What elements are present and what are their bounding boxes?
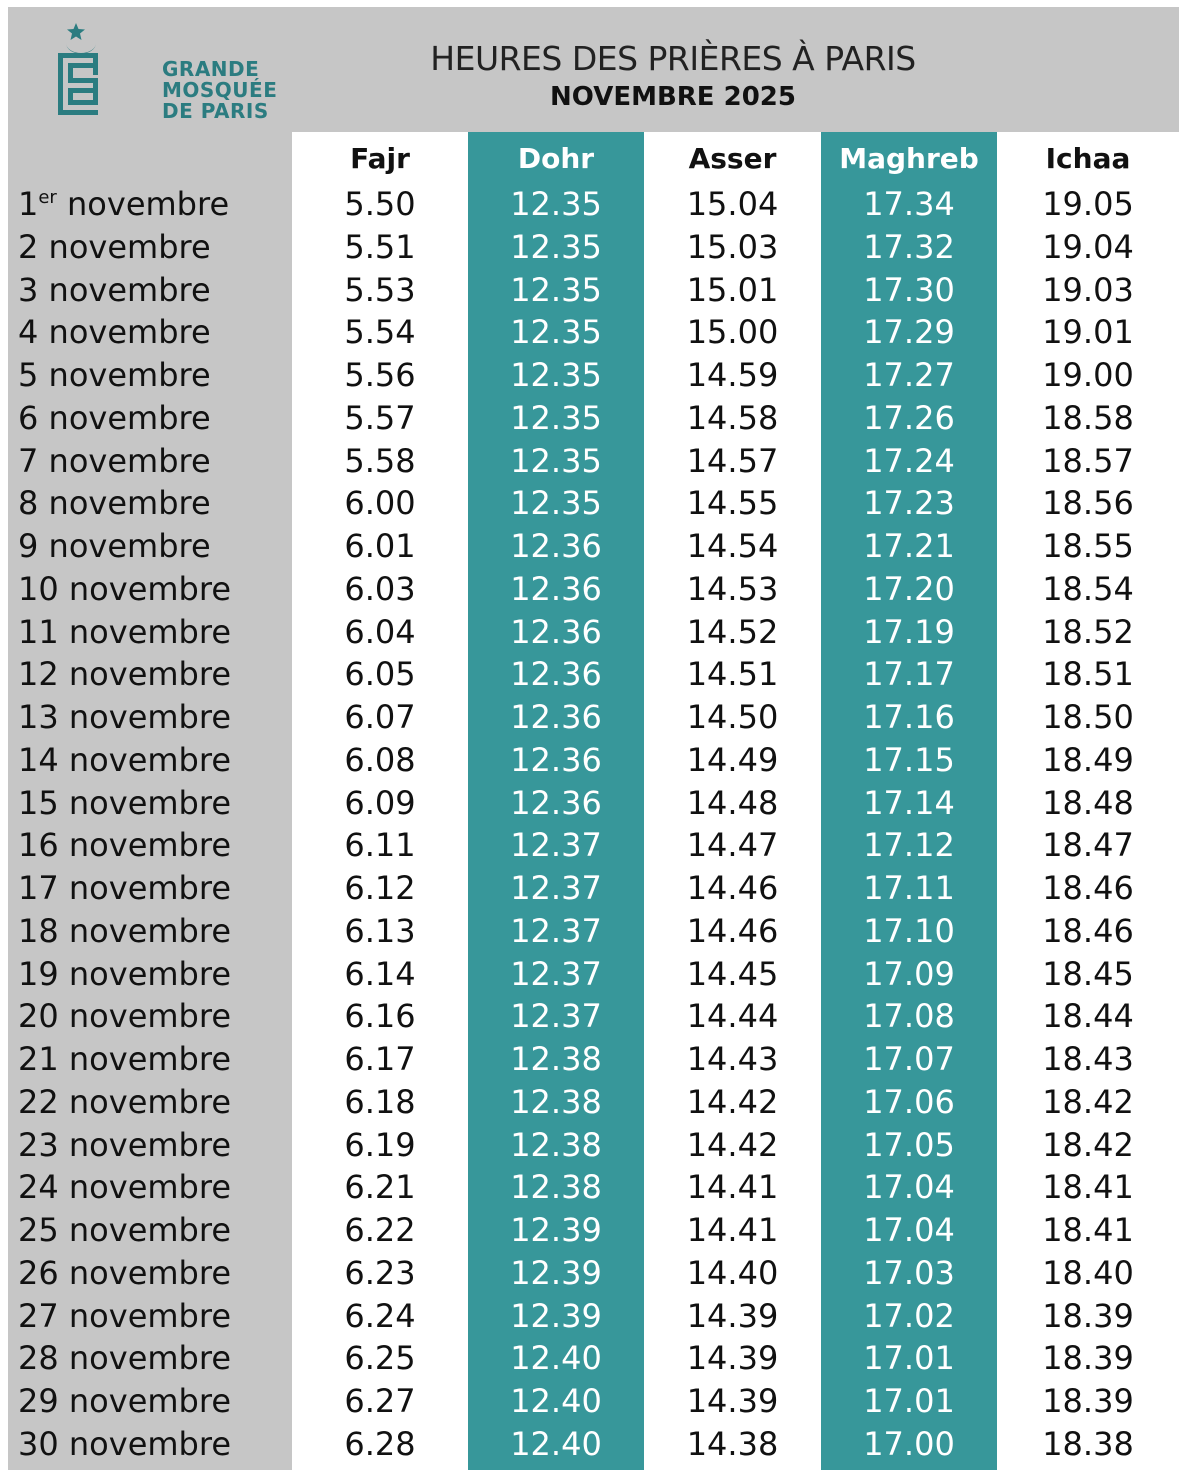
month-label: novembre <box>38 227 211 266</box>
dohr-time: 12.35 <box>510 270 602 309</box>
table-row <box>8 1124 1179 1167</box>
day-number: 9 <box>18 527 39 565</box>
ichaa-time: 18.40 <box>1042 1253 1134 1292</box>
asser-time: 14.39 <box>686 1382 779 1420</box>
month-label: novembre <box>58 1168 231 1207</box>
ichaa-time: 18.39 <box>1042 1382 1134 1420</box>
dohr-time: 12.38 <box>510 1168 602 1207</box>
day-number: 18 <box>18 911 59 950</box>
day-number: 14 <box>18 740 59 779</box>
dohr-time: 12.35 <box>510 185 602 223</box>
ichaa-time: 19.00 <box>1042 356 1134 394</box>
fajr-time: 6.27 <box>344 1382 416 1420</box>
asser-time: 14.42 <box>686 1082 779 1121</box>
table-row <box>8 739 1179 782</box>
day-number: 21 <box>18 1040 59 1078</box>
month-label: novembre <box>58 826 231 865</box>
table-row <box>8 1423 1179 1466</box>
date-label <box>18 782 231 825</box>
dohr-time: 12.37 <box>510 954 602 993</box>
month-label: novembre <box>58 911 231 950</box>
maghreb-time: 17.05 <box>863 1125 955 1164</box>
logo-line-3: DE PARIS <box>162 99 269 123</box>
prayer-times-sheet <box>8 7 1179 1470</box>
maghreb-time: 17.26 <box>863 398 955 437</box>
dohr-time: 12.36 <box>510 569 602 608</box>
asser-time: 14.42 <box>686 1125 779 1164</box>
maghreb-time: 17.06 <box>863 1082 955 1121</box>
fajr-time: 5.50 <box>344 185 416 223</box>
ichaa-time: 18.52 <box>1042 612 1134 651</box>
fajr-time: 6.18 <box>344 1082 416 1121</box>
fajr-time: 6.28 <box>344 1424 416 1463</box>
month-label: novembre <box>58 1082 231 1121</box>
dohr-time: 12.37 <box>510 826 602 865</box>
maghreb-time: 17.16 <box>863 698 955 736</box>
table-row <box>8 953 1179 996</box>
fajr-time: 6.16 <box>344 997 416 1036</box>
month-label: novembre <box>38 270 211 309</box>
table-row <box>8 1337 1179 1380</box>
day-number: 8 <box>18 484 39 523</box>
dohr-time: 12.37 <box>510 869 602 907</box>
date-label <box>18 995 231 1038</box>
maghreb-time: 17.11 <box>863 869 955 907</box>
table-row <box>8 1038 1179 1081</box>
ichaa-time: 18.39 <box>1042 1339 1134 1378</box>
month-label: novembre <box>58 1125 231 1164</box>
asser-time: 14.50 <box>686 698 779 736</box>
day-number: 19 <box>18 954 59 993</box>
fajr-time: 5.53 <box>344 270 416 309</box>
day-number: 25 <box>18 1211 59 1249</box>
asser-time: 14.53 <box>686 569 779 608</box>
asser-time: 14.41 <box>686 1211 779 1249</box>
ichaa-time: 18.39 <box>1042 1296 1134 1335</box>
table-row <box>8 1166 1179 1209</box>
date-label <box>18 739 231 782</box>
ichaa-time: 18.46 <box>1042 869 1134 907</box>
ichaa-time: 18.42 <box>1042 1082 1134 1121</box>
dohr-time: 12.35 <box>510 313 602 352</box>
maghreb-time: 17.14 <box>863 783 955 822</box>
maghreb-time: 17.08 <box>863 997 955 1036</box>
month-label: novembre <box>38 527 211 565</box>
table-row <box>8 910 1179 953</box>
table-row <box>8 867 1179 910</box>
date-label <box>18 311 211 354</box>
month-label: novembre <box>58 954 231 993</box>
date-label <box>18 1252 231 1295</box>
fajr-time: 6.04 <box>344 612 416 651</box>
dohr-time: 12.36 <box>510 655 602 694</box>
ichaa-time: 18.50 <box>1042 698 1134 736</box>
maghreb-time: 17.01 <box>863 1339 955 1378</box>
column-header-fajr: Fajr <box>350 142 410 175</box>
maghreb-time: 17.27 <box>863 356 955 394</box>
table-row <box>8 482 1179 525</box>
day-number: 22 <box>18 1082 59 1121</box>
asser-time: 15.03 <box>686 227 779 266</box>
fajr-time: 5.58 <box>344 441 416 480</box>
maghreb-time: 17.23 <box>863 484 955 523</box>
logo-wordmark <box>162 59 277 122</box>
asser-time: 14.45 <box>686 954 779 993</box>
fajr-time: 5.51 <box>344 227 416 266</box>
asser-time: 15.01 <box>686 270 779 309</box>
fajr-time: 6.23 <box>344 1253 416 1292</box>
asser-time: 14.41 <box>686 1168 779 1207</box>
asser-time: 14.58 <box>686 398 779 437</box>
fajr-time: 5.56 <box>344 356 416 394</box>
fajr-time: 6.07 <box>344 698 416 736</box>
fajr-time: 6.05 <box>344 655 416 694</box>
day-number: 30 <box>18 1424 59 1463</box>
month-label: novembre <box>58 612 231 651</box>
table-row <box>8 1081 1179 1124</box>
month-label: novembre <box>58 1253 231 1292</box>
month-label: novembre <box>58 740 231 779</box>
table-row <box>8 269 1179 312</box>
ichaa-time: 18.49 <box>1042 740 1134 779</box>
asser-time: 14.57 <box>686 441 779 480</box>
date-label <box>18 1295 231 1338</box>
day-number: 28 <box>18 1339 59 1378</box>
fajr-time: 6.09 <box>344 783 416 822</box>
date-label <box>18 653 231 696</box>
day-number: 6 <box>18 398 39 437</box>
dohr-time: 12.36 <box>510 612 602 651</box>
asser-time: 14.38 <box>686 1424 779 1463</box>
ordinal-suffix: er <box>38 187 57 208</box>
maghreb-time: 17.03 <box>863 1253 955 1292</box>
fajr-time: 6.19 <box>344 1125 416 1164</box>
page-title: HEURES DES PRIÈRES À PARIS <box>430 39 916 78</box>
ichaa-time: 19.01 <box>1042 313 1134 352</box>
ichaa-time: 18.42 <box>1042 1125 1134 1164</box>
table-row <box>8 183 1179 226</box>
dohr-time: 12.35 <box>510 398 602 437</box>
month-label: novembre <box>38 356 211 394</box>
fajr-time: 6.21 <box>344 1168 416 1207</box>
dohr-time: 12.35 <box>510 356 602 394</box>
asser-time: 14.49 <box>686 740 779 779</box>
maghreb-time: 17.02 <box>863 1296 955 1335</box>
maghreb-time: 17.19 <box>863 612 955 651</box>
maghreb-time: 17.04 <box>863 1211 955 1249</box>
asser-time: 14.40 <box>686 1253 779 1292</box>
month-label: novembre <box>58 1296 231 1335</box>
fajr-time: 6.08 <box>344 740 416 779</box>
maghreb-time: 17.30 <box>863 270 955 309</box>
dohr-time: 12.40 <box>510 1382 602 1420</box>
maghreb-time: 17.15 <box>863 740 955 779</box>
day-number: 10 <box>18 569 59 608</box>
dohr-time: 12.40 <box>510 1339 602 1378</box>
table-row <box>8 354 1179 397</box>
asser-time: 14.54 <box>686 527 779 565</box>
asser-time: 14.39 <box>686 1339 779 1378</box>
date-label <box>18 354 211 397</box>
dohr-time: 12.36 <box>510 783 602 822</box>
date-label <box>18 1124 231 1167</box>
asser-time: 15.00 <box>686 313 779 352</box>
dohr-time: 12.35 <box>510 227 602 266</box>
table-row <box>8 1295 1179 1338</box>
maghreb-time: 17.34 <box>863 185 955 223</box>
ichaa-time: 18.57 <box>1042 441 1134 480</box>
day-number: 12 <box>18 655 59 694</box>
month-label: novembre <box>58 1040 231 1078</box>
table-row <box>8 1209 1179 1252</box>
maghreb-time: 17.20 <box>863 569 955 608</box>
date-label <box>18 226 211 269</box>
logo-line-1: GRANDE <box>162 57 260 81</box>
ichaa-time: 18.45 <box>1042 954 1134 993</box>
asser-time: 14.39 <box>686 1296 779 1335</box>
fajr-time: 6.24 <box>344 1296 416 1335</box>
date-label <box>18 1038 231 1081</box>
dohr-time: 12.39 <box>510 1296 602 1335</box>
date-label <box>18 269 211 312</box>
dohr-time: 12.40 <box>510 1424 602 1463</box>
day-number: 17 <box>18 869 59 907</box>
fajr-time: 6.11 <box>344 826 416 865</box>
day-number: 29 <box>18 1382 59 1420</box>
asser-time: 14.46 <box>686 869 779 907</box>
table-row <box>8 782 1179 825</box>
ichaa-time: 18.41 <box>1042 1168 1134 1207</box>
table-row <box>8 525 1179 568</box>
month-label: novembre <box>38 313 211 352</box>
ichaa-time: 18.48 <box>1042 783 1134 822</box>
date-label <box>18 867 231 910</box>
day-number: 7 <box>18 441 39 480</box>
asser-time: 14.52 <box>686 612 779 651</box>
dohr-time: 12.36 <box>510 740 602 779</box>
ichaa-time: 18.46 <box>1042 911 1134 950</box>
month-label: novembre <box>58 783 231 822</box>
month-label: novembre <box>58 997 231 1036</box>
fajr-time: 6.03 <box>344 569 416 608</box>
day-number: 20 <box>18 997 59 1036</box>
dohr-time: 12.39 <box>510 1253 602 1292</box>
dohr-time: 12.35 <box>510 441 602 480</box>
maghreb-time: 17.07 <box>863 1040 955 1078</box>
maghreb-time: 17.17 <box>863 655 955 694</box>
column-header-asser: Asser <box>688 142 777 175</box>
date-label <box>18 696 231 739</box>
month-label: novembre <box>58 869 231 907</box>
dohr-time: 12.37 <box>510 911 602 950</box>
asser-time: 15.04 <box>686 185 779 223</box>
table-row <box>8 995 1179 1038</box>
date-label <box>18 824 231 867</box>
table-row <box>8 611 1179 654</box>
day-number: 3 <box>18 270 39 309</box>
date-label <box>18 183 229 226</box>
table-row <box>8 824 1179 867</box>
date-label <box>18 611 231 654</box>
day-number: 4 <box>18 313 39 352</box>
asser-time: 14.47 <box>686 826 779 865</box>
page-subtitle: NOVEMBRE 2025 <box>550 82 796 112</box>
month-label: novembre <box>58 1211 231 1249</box>
day-number: 27 <box>18 1296 59 1335</box>
maghreb-time: 17.00 <box>863 1424 955 1463</box>
maghreb-time: 17.32 <box>863 227 955 266</box>
ichaa-time: 18.51 <box>1042 655 1134 694</box>
table-row <box>8 568 1179 611</box>
dohr-time: 12.39 <box>510 1211 602 1249</box>
month-label: novembre <box>58 1382 231 1420</box>
date-label <box>18 910 231 953</box>
date-label <box>18 568 231 611</box>
table-row <box>8 653 1179 696</box>
table-row <box>8 696 1179 739</box>
maghreb-time: 17.04 <box>863 1168 955 1207</box>
date-label <box>18 953 231 996</box>
grande-mosquee-logo <box>52 19 278 123</box>
date-label <box>18 1337 231 1380</box>
maghreb-time: 17.09 <box>863 954 955 993</box>
prayer-times-table <box>8 183 1179 1466</box>
table-row <box>8 1380 1179 1423</box>
fajr-time: 5.57 <box>344 398 416 437</box>
month-label: novembre <box>58 569 231 608</box>
month-label: novembre <box>38 441 211 480</box>
maghreb-time: 17.12 <box>863 826 955 865</box>
table-row <box>8 1252 1179 1295</box>
ichaa-time: 18.58 <box>1042 398 1134 437</box>
date-label <box>18 525 211 568</box>
fajr-time: 6.00 <box>344 484 416 523</box>
day-number: 2 <box>18 227 39 266</box>
asser-time: 14.43 <box>686 1040 779 1078</box>
day-number: 11 <box>18 612 59 651</box>
ichaa-time: 18.43 <box>1042 1040 1134 1078</box>
fajr-time: 6.01 <box>344 527 416 565</box>
ichaa-time: 18.55 <box>1042 527 1134 565</box>
day-number: 26 <box>18 1253 59 1292</box>
logo-line-2: MOSQUÉE <box>162 78 278 102</box>
ichaa-time: 18.41 <box>1042 1211 1134 1249</box>
column-header-ichaa: Ichaa <box>1045 142 1131 175</box>
date-label <box>18 1423 231 1466</box>
table-row <box>8 226 1179 269</box>
dohr-time: 12.38 <box>510 1040 602 1078</box>
day-number: 1 <box>18 185 39 223</box>
ichaa-time: 19.05 <box>1042 185 1134 223</box>
dohr-time: 12.37 <box>510 997 602 1036</box>
fajr-time: 5.54 <box>344 313 416 352</box>
date-label <box>18 1380 231 1423</box>
maghreb-time: 17.10 <box>863 911 955 950</box>
ichaa-time: 18.47 <box>1042 826 1134 865</box>
fajr-time: 6.13 <box>344 911 416 950</box>
column-header-dohr: Dohr <box>517 142 595 175</box>
month-label: novembre <box>56 185 230 223</box>
asser-time: 14.44 <box>686 997 779 1036</box>
column-header-maghreb: Maghreb <box>839 142 979 175</box>
dohr-time: 12.38 <box>510 1082 602 1121</box>
ichaa-time: 18.56 <box>1042 484 1134 523</box>
ichaa-time: 18.44 <box>1042 997 1134 1036</box>
date-label <box>18 1209 231 1252</box>
day-number: 13 <box>18 698 59 736</box>
fajr-time: 6.14 <box>344 954 416 993</box>
day-number: 24 <box>18 1168 59 1207</box>
maghreb-time: 17.29 <box>863 313 955 352</box>
dohr-time: 12.38 <box>510 1125 602 1164</box>
month-label: novembre <box>38 398 211 437</box>
month-label: novembre <box>38 484 211 523</box>
ichaa-time: 19.04 <box>1042 227 1134 266</box>
date-label <box>18 397 211 440</box>
asser-time: 14.55 <box>686 484 779 523</box>
asser-time: 14.48 <box>686 783 779 822</box>
date-label <box>18 1166 231 1209</box>
table-row <box>8 311 1179 354</box>
dohr-time: 12.36 <box>510 698 602 736</box>
month-label: novembre <box>58 698 231 736</box>
month-label: novembre <box>58 655 231 694</box>
maghreb-time: 17.01 <box>863 1382 955 1420</box>
dohr-time: 12.36 <box>510 527 602 565</box>
day-number: 23 <box>18 1125 59 1164</box>
table-row <box>8 440 1179 483</box>
asser-time: 14.59 <box>686 356 779 394</box>
asser-time: 14.46 <box>686 911 779 950</box>
fajr-time: 6.25 <box>344 1339 416 1378</box>
date-label <box>18 482 211 525</box>
dohr-time: 12.35 <box>510 484 602 523</box>
ichaa-time: 18.54 <box>1042 569 1134 608</box>
fajr-time: 6.17 <box>344 1040 416 1078</box>
mosque-emblem-icon <box>52 19 108 119</box>
fajr-time: 6.12 <box>344 869 416 907</box>
day-number: 15 <box>18 783 59 822</box>
maghreb-time: 17.24 <box>863 441 955 480</box>
month-label: novembre <box>58 1424 231 1463</box>
ichaa-time: 18.38 <box>1042 1424 1134 1463</box>
asser-time: 14.51 <box>686 655 779 694</box>
maghreb-time: 17.21 <box>863 527 955 565</box>
table-row <box>8 397 1179 440</box>
ichaa-time: 19.03 <box>1042 270 1134 309</box>
fajr-time: 6.22 <box>344 1211 416 1249</box>
date-label <box>18 1081 231 1124</box>
day-number: 16 <box>18 826 59 865</box>
month-label: novembre <box>58 1339 231 1378</box>
day-number: 5 <box>18 356 39 394</box>
date-label <box>18 440 211 483</box>
